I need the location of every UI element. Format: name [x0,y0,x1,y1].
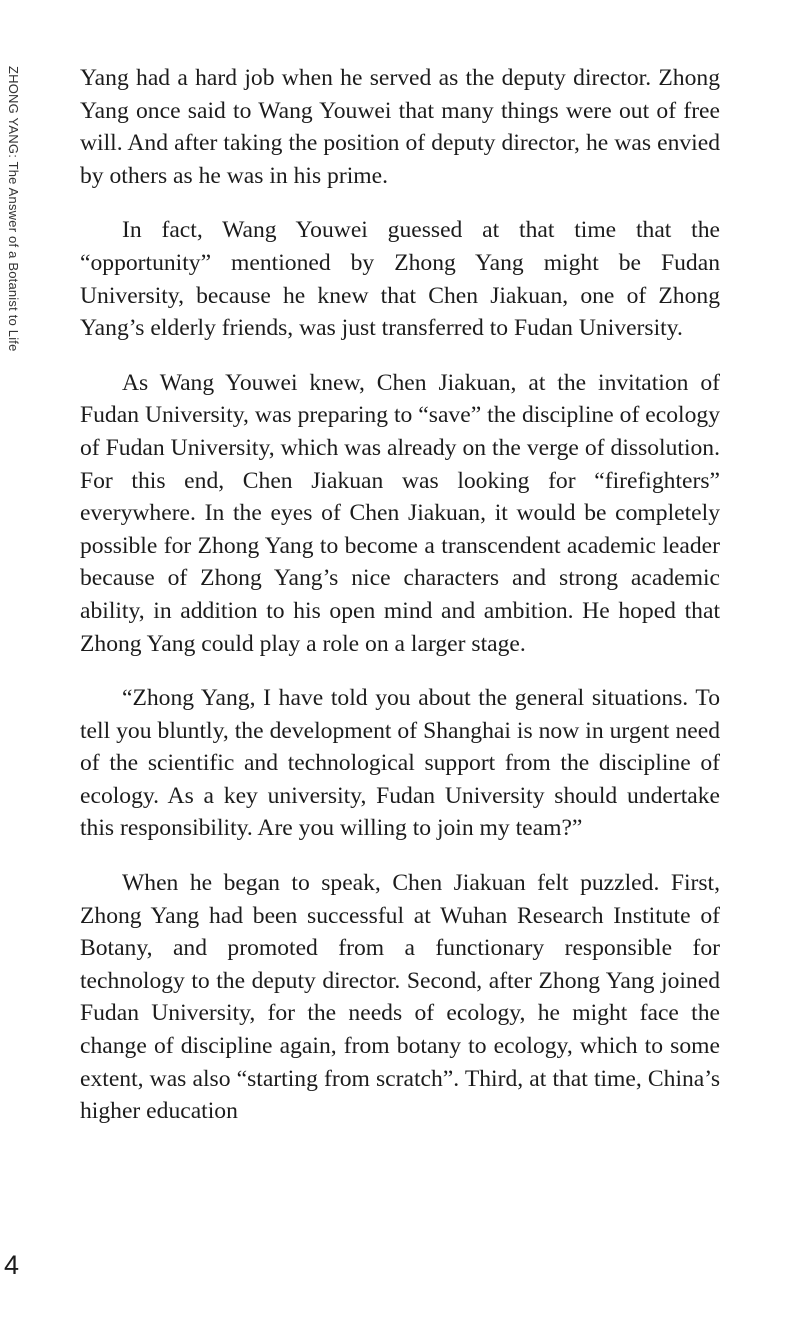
paragraph-2: In fact, Wang Youwei guessed at that time that the “opportunity” mentioned by Zhong Yang might be Fudan University, because he knew that Chen Jiakuan, one of Zhong Yang’s elderly friends, was just transferred to Fudan University. [80,217,720,342]
paragraph-3: As Wang Youwei knew, Chen Jiakuan, at the invitation of Fudan University, was preparing to “save” the discipline of ecology of Fudan University, which was already on the verge of dissolution. For this end, Chen Jiakuan was looking for “firefighters” everywhere. In the eyes of Chen Jiakuan, it would be completely possible for Zhong Yang to become a transcendent academic leader because of Zhong Yang’s nice characters and strong academic ability, in addition to his open mind and ambition. He hoped that Zhong Yang could play a role on a larger stage. [80,369,720,657]
page-number: 4 [4,1250,20,1280]
page-body [80,62,720,1150]
running-head: ZHONG YANG: The Answer of a Botanist to Life [6,66,21,352]
paragraph-1: Yang had a hard job when he served as the deputy director. Zhong Yang once said to Wang Youwei that many things were out of free will. And after taking the position of deputy director, he was envied by others as he was in his prime. [80,65,720,189]
paragraph-5: When he began to speak, Chen Jiakuan felt puzzled. First, Zhong Yang had been successful at Wuhan Research Institute of Botany, and promoted from a functionary responsible for technology to the deputy director. Second, after Zhong Yang joined Fudan University, for the needs of ecology, he might face the change of discipline again, from botany to ecology, which to some extent, was also “starting from scratch”. Third, at that time, China’s higher education [80,870,720,1125]
paragraph-4: “Zhong Yang, I have told you about the general situations. To tell you bluntly, the development of Shanghai is now in urgent need of the scientific and technological support from the discipline of ecology. As a key university, Fudan University should undertake this responsibility. Are you willing to join my team?” [80,685,720,842]
